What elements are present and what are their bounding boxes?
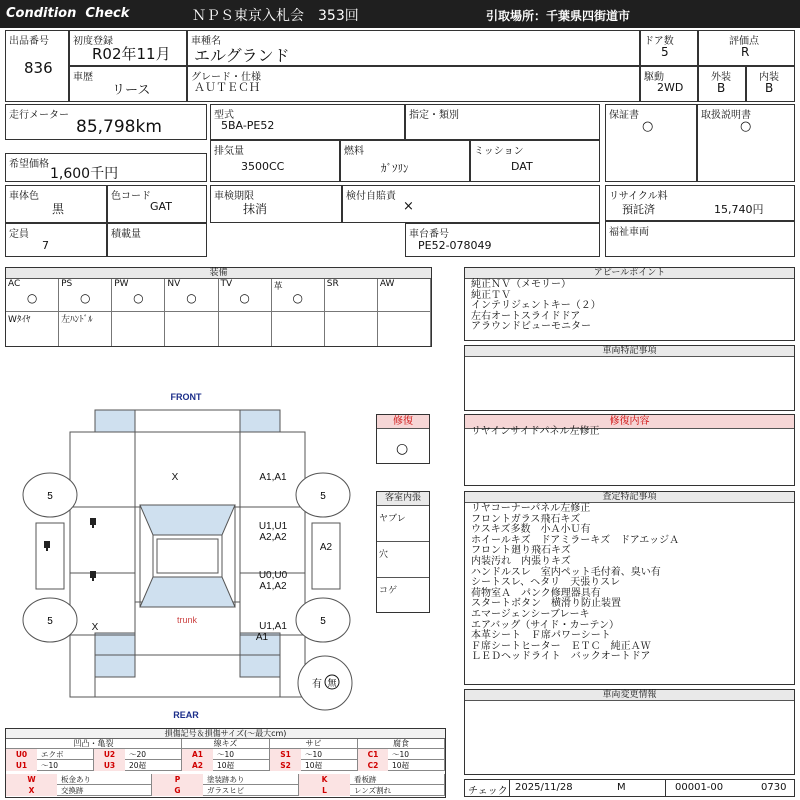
dmg-door-right: A2 (319, 542, 333, 553)
legend-desc: 看板跡 (354, 775, 377, 784)
first-reg-box (69, 30, 187, 66)
legend-desc: エクボ (41, 750, 64, 759)
legend-code: A2 (182, 760, 213, 771)
trunk-label: trunk (176, 615, 198, 625)
legend-damage-cell (94, 749, 182, 760)
repair-box (376, 414, 430, 464)
legend-title: 損傷記号＆損傷サイズ(～最大cm) (6, 729, 445, 739)
ari-label: 有 (312, 679, 322, 690)
legend-desc: 板金あり (61, 775, 91, 784)
history-value: リース (112, 83, 151, 98)
car-name-label: 車種名 (191, 36, 221, 47)
inspection-notes-title: 査定特記事項 (465, 492, 794, 503)
chassis-box (405, 223, 600, 257)
capacity-label: 定員 (9, 229, 29, 240)
legend-category: サビ (270, 739, 358, 749)
first-reg-label: 初度登録 (73, 36, 113, 47)
legend-mark-cell (299, 774, 445, 785)
designation-label: 指定・類別 (409, 110, 459, 121)
header-pickup: 引取場所：千葉県四街道市 (486, 9, 631, 23)
legend-desc: ～10 (41, 761, 59, 770)
int-value: B (765, 81, 774, 95)
legend-code: S1 (270, 749, 301, 760)
check-footer (464, 779, 795, 797)
legend-code: P (152, 774, 203, 785)
recycle-box (605, 185, 795, 221)
inspection-notes-panel (464, 491, 795, 685)
color-label: 車体色 (9, 191, 39, 202)
color-box (5, 185, 107, 223)
equipment-grid (6, 279, 431, 346)
chassis-value: PE52-078049 (418, 239, 492, 252)
legend-code: U1 (6, 760, 37, 771)
score-value: R (741, 45, 750, 59)
equipment-value: ○ (239, 291, 250, 305)
legend-desc: 10超 (305, 761, 323, 770)
ext-box (698, 66, 746, 102)
dmg-front-center: X (171, 472, 179, 483)
special-title: 車両特記事項 (465, 346, 794, 357)
legend-code: U0 (6, 749, 37, 760)
legend-desc: 10超 (217, 761, 235, 770)
welfare-box (605, 221, 795, 257)
score-box (698, 30, 795, 66)
check-code: 00001-00 (675, 782, 724, 793)
equipment-extra-cell (165, 312, 218, 346)
equipment-cell-PW (112, 279, 165, 312)
legend-damage-cell (182, 760, 270, 771)
legend-code: X (6, 785, 57, 796)
grade-box (187, 66, 640, 102)
legend-code: S2 (270, 760, 301, 771)
cabin-item-burn (377, 578, 429, 612)
drive-box (640, 66, 698, 102)
change-info-panel (464, 689, 795, 775)
tire-rear-right (296, 598, 350, 642)
color-code-label: 色コード (111, 191, 151, 202)
history-label: 車歴 (73, 72, 93, 83)
legend-mark-cell (299, 785, 445, 796)
legend-desc: 20超 (129, 761, 147, 770)
legend-desc: ～20 (129, 750, 147, 759)
grade-label: グレード・仕様 (191, 72, 261, 83)
legend-damage-cell (358, 760, 445, 771)
left-side-mirror (36, 523, 64, 589)
diagram-front-label: FRONT (170, 392, 202, 402)
model-box (210, 104, 405, 140)
header-bar (0, 0, 800, 28)
mileage-box (5, 104, 207, 140)
equipment-label: AC (8, 279, 21, 289)
recycle-label: リサイクル料 (609, 191, 668, 202)
check-staff: M (617, 782, 626, 793)
tire-label: 5 (47, 491, 53, 502)
roof-section (140, 505, 235, 607)
equipment-cell-AC (6, 279, 59, 312)
equipment-extra-cell: Wﾀｲﾔ (6, 312, 59, 346)
tire-label: 5 (320, 491, 326, 502)
dmg-rear-left: X (91, 622, 99, 633)
legend-desc: ～10 (305, 750, 323, 759)
equipment-cell-NV (165, 279, 218, 312)
equipment-panel (5, 267, 432, 347)
equipment-label: TV (220, 279, 233, 289)
legend-damage-cell (358, 749, 445, 760)
car-name-box (187, 30, 640, 66)
legend-desc: 塗装跡あり (207, 775, 245, 784)
legend-code: C1 (358, 749, 388, 760)
legend-code: L (299, 785, 350, 796)
dmg-mid-right-2: A2,A2 (259, 532, 287, 543)
designation-box (405, 104, 600, 140)
change-info-title: 車両変更情報 (465, 690, 794, 701)
warranty-value: ○ (642, 119, 654, 134)
lot-label: 出品番号 (9, 36, 49, 47)
legend-desc: レンズ割れ (354, 786, 392, 795)
equipment-label: NV (167, 279, 181, 289)
special-panel (464, 345, 795, 411)
lot-box (5, 30, 69, 102)
equipment-extra-cell (219, 312, 272, 346)
appeal-title: アピールポイント (465, 268, 794, 279)
color-code-value: GAT (150, 200, 172, 213)
header-left-title: Condition Check (6, 6, 130, 21)
equipment-value: ○ (186, 291, 197, 305)
equipment-value: ○ (133, 291, 144, 305)
warranty-label: 保証書 (609, 110, 639, 121)
model-value: 5BA-PE52 (221, 119, 275, 132)
diagram-rear-label: REAR (173, 710, 199, 720)
model-label: 型式 (214, 110, 234, 121)
legend-mark-cell (6, 774, 152, 785)
price-box (5, 153, 207, 182)
equipment-label: SR (326, 279, 339, 289)
lot-value: 836 (24, 59, 53, 77)
legend-mark-cell (152, 785, 299, 796)
load-box (107, 223, 207, 257)
displacement-label: 排気量 (214, 146, 244, 157)
repair-content-panel (464, 414, 795, 486)
appeal-panel (464, 267, 795, 341)
mission-value: DAT (511, 160, 533, 173)
tire-label: 5 (320, 616, 326, 627)
equipment-extra-cell (272, 312, 325, 346)
car-name-value: エルグランド (194, 46, 290, 65)
cabin-item-hole (377, 542, 429, 578)
warranty-box (605, 104, 697, 182)
dmg-rear-mid-right-1: U0,U0 (258, 570, 288, 581)
equipment-value: ○ (26, 291, 38, 305)
doors-label: ドア数 (644, 36, 674, 47)
tire-label: 5 (47, 616, 53, 627)
repair-value: ○ (396, 441, 409, 457)
repair-title: 修復 (377, 415, 429, 429)
displacement-value: 3500CC (241, 160, 285, 173)
equipment-label: AW (379, 279, 395, 289)
equipment-value: ○ (292, 291, 303, 305)
legend-code: W (6, 774, 57, 785)
legend-category: 凹凸・亀裂 (6, 739, 182, 749)
int-box (746, 66, 795, 102)
manual-value: ○ (740, 119, 752, 134)
legend-code: A1 (182, 749, 213, 760)
recycle-status: 預託済 (622, 203, 655, 216)
equipment-cell-TV (219, 279, 272, 312)
legend-desc: 10超 (392, 761, 410, 770)
right-side-mirror (312, 523, 340, 589)
score-label: 評価点 (729, 36, 759, 47)
car-diagram (0, 385, 380, 725)
legend-mark-cell (152, 774, 299, 785)
drive-value: 2WD (657, 81, 684, 94)
inspection-box (210, 185, 342, 223)
legend-code: U3 (94, 760, 125, 771)
ari-nashi-indicator (298, 656, 352, 710)
manual-box (697, 104, 795, 182)
legend-code: G (152, 785, 203, 796)
legend-damage-cell (6, 749, 94, 760)
doors-box (640, 30, 698, 66)
inspection-label: 車検期限 (214, 191, 254, 202)
legend-desc: ガラスヒビ (207, 786, 245, 795)
legend-body (6, 739, 445, 797)
equipment-cell-PS (59, 279, 112, 312)
dmg-rear-mid-right-2: A1,A2 (259, 581, 287, 592)
cabin-item-label: ヤブレ (379, 514, 406, 524)
mileage-label: 走行メーター (9, 110, 69, 121)
cabin-title: 客室内張 (377, 492, 429, 506)
color-value: 黒 (52, 202, 65, 216)
repair-content-title: 修復内容 (465, 415, 794, 429)
mileage-value: 85,798km (76, 117, 162, 137)
equipment-label: PW (114, 279, 129, 289)
price-label: 希望価格 (9, 159, 49, 170)
ext-label: 外装 (711, 72, 731, 83)
legend-damage-cell (270, 760, 358, 771)
nashi-label: 無 (327, 679, 337, 689)
displacement-box (210, 140, 340, 182)
legend-code: C2 (358, 760, 388, 771)
dmg-rear-right-1: U1,A1 (259, 621, 287, 632)
legend-desc: 交換跡 (61, 786, 84, 795)
damage-legend (5, 728, 446, 798)
cabin-item-label: 穴 (379, 550, 389, 560)
capacity-value: 7 (42, 239, 49, 252)
cabin-item-label: コゲ (379, 586, 398, 596)
mission-label: ミッション (474, 146, 524, 157)
tire-rear-left (23, 598, 77, 642)
chassis-label: 車台番号 (409, 229, 449, 240)
legend-desc: ～10 (392, 750, 410, 759)
fuel-box (340, 140, 470, 182)
equipment-label: 革 (273, 282, 283, 292)
doors-value: 5 (661, 45, 669, 59)
recycle-fee: 15,740円 (714, 203, 764, 216)
equipment-extra-cell: 左ﾊﾝﾄﾞﾙ (59, 312, 112, 346)
inspection-value: 抹消 (243, 202, 268, 216)
check-label: チェック (468, 786, 508, 797)
insurance-value: × (403, 199, 414, 214)
history-box (69, 66, 187, 102)
dmg-front-right: A1,A1 (259, 472, 287, 483)
manual-label: 取扱説明書 (701, 110, 751, 121)
cabin-item-tear (377, 506, 429, 542)
fuel-value: ｶﾞｿﾘﾝ (381, 162, 409, 175)
insurance-box (342, 185, 600, 223)
int-label: 内装 (759, 72, 779, 83)
legend-damage-cell (94, 760, 182, 771)
tire-front-left (23, 473, 77, 517)
equipment-title: 装備 (6, 268, 431, 279)
check-date: 2025/11/28 (515, 782, 573, 793)
load-label: 積載量 (111, 229, 141, 240)
equipment-cell-革 (272, 279, 325, 312)
tire-front-right (296, 473, 350, 517)
legend-damage-cell (182, 749, 270, 760)
grade-value: ＡＵＴＥＣＨ (194, 81, 260, 94)
welfare-label: 福祉車両 (609, 227, 649, 238)
header-auction-title: ＮＰＳ東京入札会 353回 (192, 8, 359, 24)
appeal-text: 純正ＮＶ（メモリー） 純正ＴＶ インテリジェントキー（２） 左右オートスライドドア アラウンドビューモニター (471, 279, 601, 333)
fuel-label: 燃料 (344, 146, 364, 157)
legend-damage-cell (6, 760, 94, 771)
legend-mark-cell (6, 785, 152, 796)
legend-damage-cell (270, 749, 358, 760)
ext-value: B (717, 81, 726, 95)
drive-label: 駆動 (644, 72, 664, 83)
insurance-label: 検付自賠責 (346, 191, 396, 202)
check-time: 0730 (761, 782, 787, 793)
legend-code: U2 (94, 749, 125, 760)
legend-category: 線キズ (182, 739, 270, 749)
mission-box (470, 140, 600, 182)
equipment-cell-AW (378, 279, 431, 312)
legend-code: K (299, 774, 350, 785)
price-value: 1,600千円 (50, 166, 119, 182)
equipment-extra-cell (378, 312, 431, 346)
equipment-cell-SR (325, 279, 378, 312)
repair-content-text: リヤインサイドパネル左修正 (471, 426, 600, 437)
dmg-mid-right-1: U1,U1 (258, 521, 288, 532)
equipment-extra-cell (325, 312, 378, 346)
equipment-label: PS (61, 279, 73, 289)
legend-desc: ～10 (217, 750, 235, 759)
inspection-notes-text: リヤコーナーパネル左修正 フロントガラス飛石キズ ウスキズ多数 小Ａ小Ｕ有 ホイールキズ ドアミラーキズ ドアエッジＡ フロント廻り飛石キズ 内装汚れ 内張りキズ ハンドルスレ 室内ペット毛付着、臭い有 シートスレ、ヘタリ 天張りスレ 荷物室Ａ パンク修理器具有 スタートボタン 横滑り防止装置 エマージェンシーブレーキ エアバッグ（サイド・カーテン） 本革シート Ｆ席パワーシート Ｆ席シートヒーター ＥＴＣ 純正ＡＷ ＬＥＤヘッドライト バックオートドア (471, 503, 680, 663)
first-reg-value: R02年11月 (92, 45, 171, 63)
capacity-box (5, 223, 107, 257)
equipment-value: ○ (79, 291, 91, 305)
cabin-panel (376, 491, 430, 613)
equipment-extra-cell (112, 312, 165, 346)
color-code-box (107, 185, 207, 223)
legend-category: 腐食 (358, 739, 445, 749)
dmg-rear-right-2: A1 (255, 632, 269, 643)
